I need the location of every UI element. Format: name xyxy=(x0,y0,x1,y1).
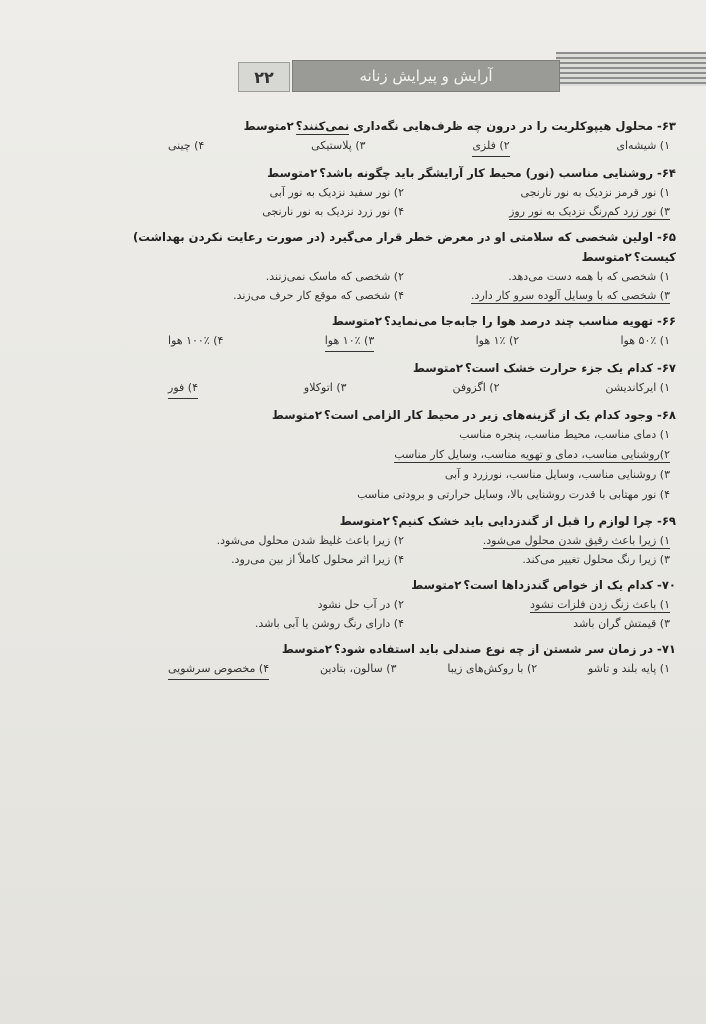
question-text: ۷۰-کدام یک از خواص گندزداها است؟۲متوسط xyxy=(411,578,676,592)
questions-list xyxy=(128,116,676,686)
option-3: ۳) شخصی که با وسایل آلوده سرو کار دارد. xyxy=(471,289,670,302)
question-text: ۶۹-چرا لوازم را قبل از گندزدایی باید خشک کنیم؟۲متوسط xyxy=(339,514,676,528)
question-71 xyxy=(128,639,676,680)
question-text: ۶۷-کدام یک جزء حرارت خشک است؟۲متوسط xyxy=(412,361,676,375)
header-stripes-decoration xyxy=(556,52,706,86)
chapter-header-band xyxy=(292,60,560,92)
option-1: ۱) زیرا باعث رقیق شدن محلول می‌شود. xyxy=(482,534,670,547)
chapter-title: آرایش و پیرایش زنانه xyxy=(359,67,493,85)
question-text: ۶۳-محلول هیپوکلریت را در درون چه ظرف‌هایی نگه‌داری نمی‌کنند؟۲متوسط xyxy=(243,119,676,133)
question-63 xyxy=(128,116,676,157)
difficulty-level: ۲متوسط xyxy=(271,408,322,422)
option-1: ۱) دمای مناسب، محیط مناسب، پنجره مناسب xyxy=(459,428,670,441)
difficulty-level: ۲متوسط xyxy=(243,119,294,133)
options xyxy=(128,331,676,352)
option-3: ۳) ۱۰٪ هوا xyxy=(325,331,375,352)
option-4: ۴) فور xyxy=(168,378,198,399)
option-3: ۳) قیمتش گران باشد xyxy=(573,617,670,630)
question-69 xyxy=(128,511,676,569)
option-4: ۴) ۱۰۰٪ هوا xyxy=(168,334,224,347)
option-4: ۴) چینی xyxy=(168,139,205,152)
option-4: ۴) زیرا اثر محلول کاملاً از بین می‌رود. xyxy=(231,553,404,566)
question-text: ۶۵-اولین شخصی که سلامتی او در معرض خطر قرار می‌گیرد (در صورت رعایت نکردن بهداشت) کیست؟۲متوسط xyxy=(133,230,676,264)
option-2: ۲) شخصی که ماسک نمی‌زنند. xyxy=(265,270,404,283)
difficulty-level: ۲متوسط xyxy=(412,361,463,375)
option-3: ۳) اتوکلاو xyxy=(303,381,347,394)
option-2: ۲) نور سفید نزدیک به نور آبی xyxy=(269,186,404,199)
options xyxy=(128,183,676,221)
difficulty-level: ۲متوسط xyxy=(331,314,382,328)
options xyxy=(128,531,676,569)
difficulty-level: ۲متوسط xyxy=(281,642,332,656)
option-1: ۱) پایه بلند و تاشو xyxy=(588,662,670,675)
question-text: ۶۶-تهویه مناسب چند درصد هوا را جابه‌جا می‌نماید؟۲متوسط xyxy=(331,314,676,328)
question-text: ۶۸-وجود کدام یک از گزینه‌های زیر در محیط کار الزامی است؟۲متوسط xyxy=(271,408,676,422)
option-1: ۱) شیشه‌ای xyxy=(616,139,670,152)
question-66 xyxy=(128,311,676,352)
question-text: ۶۴-روشنایی مناسب (نور) محیط کار آرایشگر باید چگونه باشد؟۲متوسط xyxy=(267,166,676,180)
options xyxy=(128,136,676,157)
question-65 xyxy=(128,227,676,305)
option-1: ۱) ۵۰٪ هوا xyxy=(620,334,670,347)
option-4: ۴) نور مهتابی با قدرت روشنایی بالا، وسایل حرارتی و برودتی مناسب xyxy=(357,488,670,501)
options xyxy=(128,595,676,633)
option-2: ۲) ۱٪ هوا xyxy=(475,334,520,347)
options xyxy=(128,425,676,505)
options xyxy=(128,659,676,680)
option-1: ۱) شخصی که با همه دست می‌دهد. xyxy=(508,270,670,283)
option-1: ۱) نور قرمز نزدیک به نور نارنجی xyxy=(520,186,670,199)
options xyxy=(128,267,676,305)
option-2: ۲) زیرا باعث غلیظ شدن محلول می‌شود. xyxy=(216,534,404,547)
option-4: ۴) دارای رنگ روشن یا آبی باشد. xyxy=(254,617,404,630)
difficulty-level: ۲متوسط xyxy=(411,578,462,592)
option-3: ۳) نور زرد کم‌رنگ نزدیک به نور روز xyxy=(509,205,670,218)
option-1: ۱) باعث زنگ زدن فلزات نشود xyxy=(530,598,670,611)
option-3: ۳) زیرا رنگ محلول تغییر می‌کند. xyxy=(522,553,670,566)
question-67 xyxy=(128,358,676,399)
option-2: ۲) اگزوفن xyxy=(452,381,500,394)
question-text: ۷۱-در زمان سر شستن از چه نوع صندلی باید استفاده شود؟۲متوسط xyxy=(281,642,676,656)
underlined-phrase: نمی‌کنند؟ xyxy=(295,119,350,133)
option-2: ۲) در آب حل نشود xyxy=(317,598,404,611)
difficulty-level: ۲متوسط xyxy=(339,514,390,528)
options xyxy=(128,378,676,399)
option-3: ۳) روشنایی مناسب، وسایل مناسب، نورزرد و آبی xyxy=(444,468,670,481)
option-4: ۴) مخصوص سرشویی xyxy=(168,659,269,680)
question-70 xyxy=(128,575,676,633)
option-1: ۱) ایرکاندیشن xyxy=(605,381,670,394)
option-2: ۲) با روکش‌های زیبا xyxy=(447,662,538,675)
difficulty-level: ۲متوسط xyxy=(267,166,318,180)
question-68 xyxy=(128,405,676,505)
option-3: ۳) پلاستیکی xyxy=(311,139,366,152)
difficulty-level: ۲متوسط xyxy=(581,250,632,264)
option-3: ۳) سالون، بتادین xyxy=(319,662,397,675)
option-4: ۴) نور زرد نزدیک به نور نارنجی xyxy=(262,205,404,218)
page-number: ۲۲ xyxy=(254,67,274,87)
page-number-box xyxy=(238,62,290,92)
question-64 xyxy=(128,163,676,221)
option-4: ۴) شخصی که موقع کار حرف می‌زند. xyxy=(233,289,404,302)
option-2: ۲)روشنایی مناسب، دمای و تهویه مناسب، وسایل کار مناسب xyxy=(394,448,670,461)
option-2: ۲) فلزی xyxy=(472,136,509,157)
